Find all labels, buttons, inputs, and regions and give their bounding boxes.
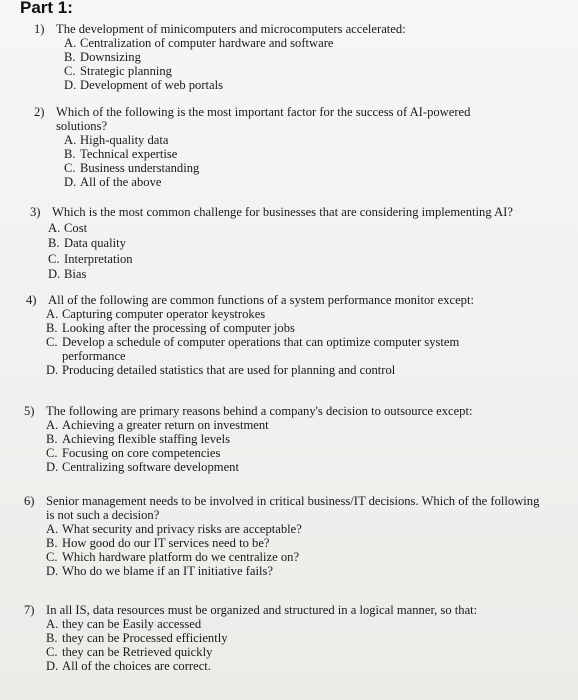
question-number: 5)	[24, 404, 35, 418]
option-d[interactable]: D. Centralizing software development	[46, 460, 239, 474]
question-2	[34, 105, 494, 189]
question-text: All of the following are common functions of a system performance monitor except:	[48, 293, 474, 307]
question-number: 1)	[34, 22, 45, 36]
option-b[interactable]: B. Data quality	[48, 236, 126, 250]
question-number: 3)	[30, 205, 41, 219]
question-number: 4)	[26, 293, 37, 307]
question-7	[24, 603, 564, 673]
question-stem	[24, 494, 544, 522]
question-stem	[34, 105, 494, 133]
option-a[interactable]: A. High-quality data	[64, 133, 169, 147]
question-4	[26, 293, 526, 377]
question-text: In all IS, data resources must be organized and structured in a logical manner, so that:	[46, 603, 478, 617]
option-b[interactable]: B. Looking after the processing of computer jobs	[46, 321, 295, 335]
option-c[interactable]: C. Focusing on core competencies	[46, 446, 221, 460]
question-1	[34, 22, 494, 92]
option-c[interactable]: C. Interpretation	[48, 251, 133, 266]
option-b[interactable]: B. Technical expertise	[64, 147, 178, 161]
question-number: 6)	[24, 494, 35, 508]
option-a[interactable]: A. Cost	[48, 220, 88, 235]
question-text: The following are primary reasons behind a company's decision to outsource except:	[46, 404, 473, 418]
question-stem	[30, 205, 550, 221]
option-b[interactable]: B. How good do our IT services need to be?	[46, 536, 270, 550]
option-c[interactable]: C. Strategic planning	[64, 64, 172, 78]
question-text: Which of the following is the most important factor for the success of AI-powered solutions?	[56, 105, 471, 133]
option-d[interactable]: D. Who do we blame if an IT initiative fails?	[46, 564, 273, 578]
option-d[interactable]: D. Development of web portals	[64, 78, 224, 92]
question-text: Which is the most common challenge for businesses that are considering implementing AI?	[52, 205, 513, 219]
option-d[interactable]: D. All of the above	[64, 175, 162, 189]
option-a[interactable]: A. they can be Easily accessed	[46, 617, 202, 631]
part-title: Part 1:	[20, 0, 73, 17]
option-d[interactable]: D. Bias	[48, 267, 87, 281]
question-text: The development of minicomputers and microcomputers accelerated:	[56, 22, 406, 36]
option-a[interactable]: A. Centralization of computer hardware and software	[64, 36, 334, 50]
question-number: 2)	[34, 105, 45, 119]
option-d[interactable]: D. All of the choices are correct.	[46, 659, 211, 673]
question-stem	[24, 603, 564, 617]
option-c[interactable]: C. Develop a schedule of computer operations that can optimize computer system performance	[46, 335, 460, 363]
question-6	[24, 494, 544, 578]
question-3	[30, 205, 550, 283]
option-c[interactable]: C. Business understanding	[64, 161, 200, 175]
question-stem	[24, 404, 524, 418]
option-b[interactable]: B. they can be Processed efficiently	[46, 631, 228, 645]
question-number: 7)	[24, 603, 35, 617]
question-text: Senior management needs to be involved in critical business/IT decisions. Which of the following is not such a decision?	[46, 494, 540, 522]
option-c[interactable]: C. they can be Retrieved quickly	[46, 645, 213, 659]
question-stem	[26, 293, 526, 307]
option-a[interactable]: A. Capturing computer operator keystrokes	[46, 307, 266, 321]
option-c[interactable]: C. Which hardware platform do we centralize on?	[46, 550, 300, 564]
option-a[interactable]: A. What security and privacy risks are acceptable?	[46, 522, 302, 536]
option-b[interactable]: B. Downsizing	[64, 50, 141, 64]
option-b[interactable]: B. Achieving flexible staffing levels	[46, 432, 230, 446]
question-stem	[34, 22, 494, 36]
option-d[interactable]: D. Producing detailed statistics that are used for planning and control	[46, 363, 396, 377]
question-5	[24, 404, 524, 474]
option-a[interactable]: A. Achieving a greater return on investment	[46, 418, 269, 432]
